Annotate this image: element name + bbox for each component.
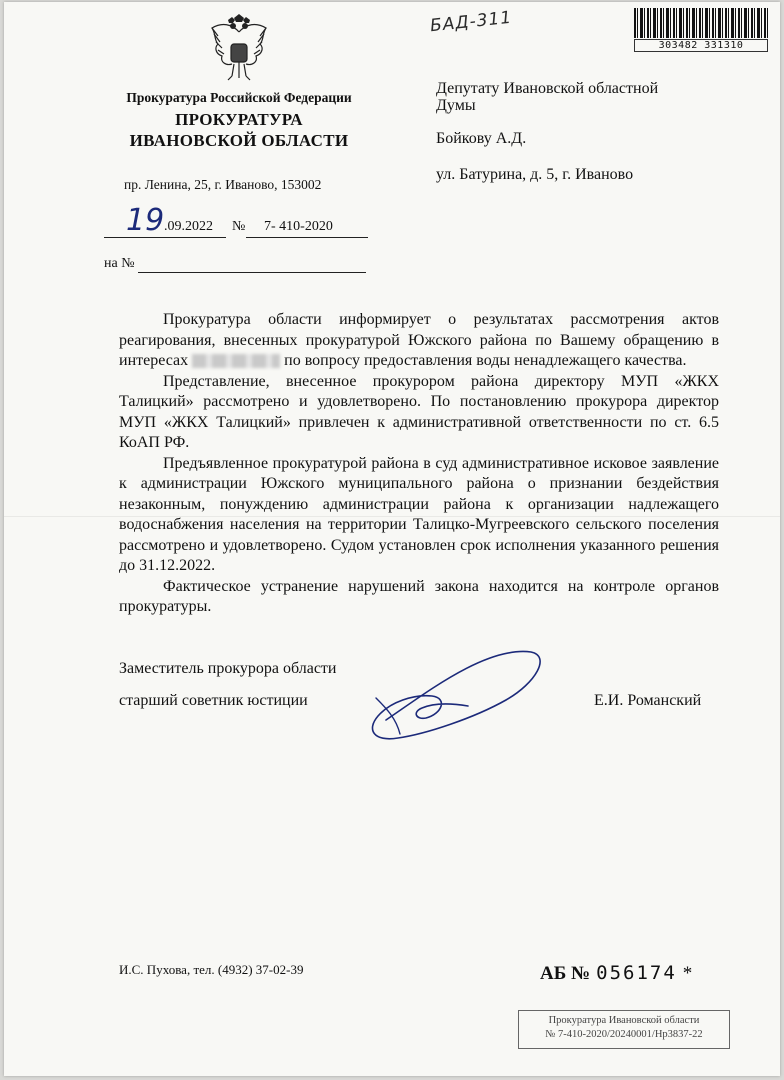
addressee-line2: Думы bbox=[436, 97, 476, 114]
barcode-number: 303482 331310 bbox=[634, 39, 768, 52]
handwritten-signature-icon bbox=[356, 638, 556, 748]
date-underline bbox=[104, 237, 226, 238]
emblem-icon bbox=[204, 14, 274, 86]
executor-contact: И.С. Пухова, тел. (4932) 37-02-39 bbox=[119, 962, 304, 977]
org-address: пр. Ленина, 25, г. Иваново, 153002 bbox=[124, 177, 322, 192]
signer-title-1: Заместитель прокурора области bbox=[119, 660, 337, 677]
number-label: № bbox=[232, 219, 246, 234]
paragraph-2: Представление, внесенное прокурором района директору МУП «ЖКХ Талицкий» рассмотрено и удовлетворено. По постановлению прокурора директор МУП «ЖКХ Талицкий» привлечен к административной ответственности по ст. 6.5 КоАП РФ. bbox=[119, 372, 719, 451]
letter-body bbox=[119, 310, 719, 618]
addressee-block bbox=[436, 80, 736, 184]
reference-label: на № bbox=[104, 256, 135, 271]
date-month-year: .09.2022 bbox=[164, 219, 213, 234]
form-series-number bbox=[540, 962, 692, 985]
addressee-line1: Депутату Ивановской областной bbox=[436, 80, 659, 97]
paragraph-4: Фактическое устранение нарушений закона находится на контроле органов прокуратуры. bbox=[119, 577, 719, 615]
redacted-name bbox=[192, 354, 280, 368]
reference-row bbox=[104, 256, 374, 276]
paragraph-1-start: Прокуратура области информирует о результатах рассмотрения актов реагирования, внесенных прокуратурой Южского района по Вашему обращению в интересах bbox=[119, 311, 719, 369]
addressee-name: Бойкову А.Д. bbox=[436, 130, 527, 147]
paragraph-3: Предъявленное прокуратурой района в суд административное исковое заявление к администрации Южского муниципального района о признании бездействия незаконным, понуждению администрации района к организации надлежащего водоснабжения населения на территории Талицко-Мугреевского сельского поселения рассмотрено и удовлетворено. Судом установлен срок исполнения указанного решения до 31.12.2022. bbox=[119, 454, 719, 574]
outgoing-number: 7- 410-2020 bbox=[264, 219, 333, 234]
org-name-line2: ИВАНОВСКОЙ ОБЛАСТИ bbox=[129, 131, 349, 150]
addressee-street: ул. Батурина, д. 5, г. Иваново bbox=[436, 166, 634, 183]
org-name-line1: ПРОКУРАТУРА bbox=[175, 110, 303, 129]
signer-title-2: старший советник юстиции bbox=[119, 692, 308, 709]
registration-org: Прокуратура Ивановской области bbox=[548, 1015, 700, 1026]
series-label: АБ № bbox=[540, 963, 591, 984]
org-parent: Прокуратура Российской Федерации bbox=[126, 90, 352, 105]
barcode bbox=[634, 8, 768, 52]
reference-underline bbox=[138, 272, 366, 273]
paragraph-1-end: по вопросу предоставления воды ненадлежащего качества. bbox=[284, 352, 687, 369]
handwritten-date-day: 19 bbox=[126, 203, 165, 238]
series-star: * bbox=[682, 963, 693, 984]
number-underline bbox=[246, 237, 368, 238]
letter-page bbox=[4, 2, 780, 1076]
barcode-bars bbox=[634, 8, 768, 38]
organization-header bbox=[104, 90, 374, 151]
registration-stamp bbox=[518, 1010, 730, 1049]
paragraph-1 bbox=[119, 310, 719, 372]
signer-name: Е.И. Романский bbox=[594, 692, 702, 709]
date-number-row bbox=[104, 203, 374, 241]
series-number: 056174 bbox=[596, 962, 677, 984]
registration-number: № 7-410-2020/20240001/Нр3837-22 bbox=[545, 1029, 703, 1040]
handwritten-note: БАД-311 bbox=[429, 7, 513, 37]
